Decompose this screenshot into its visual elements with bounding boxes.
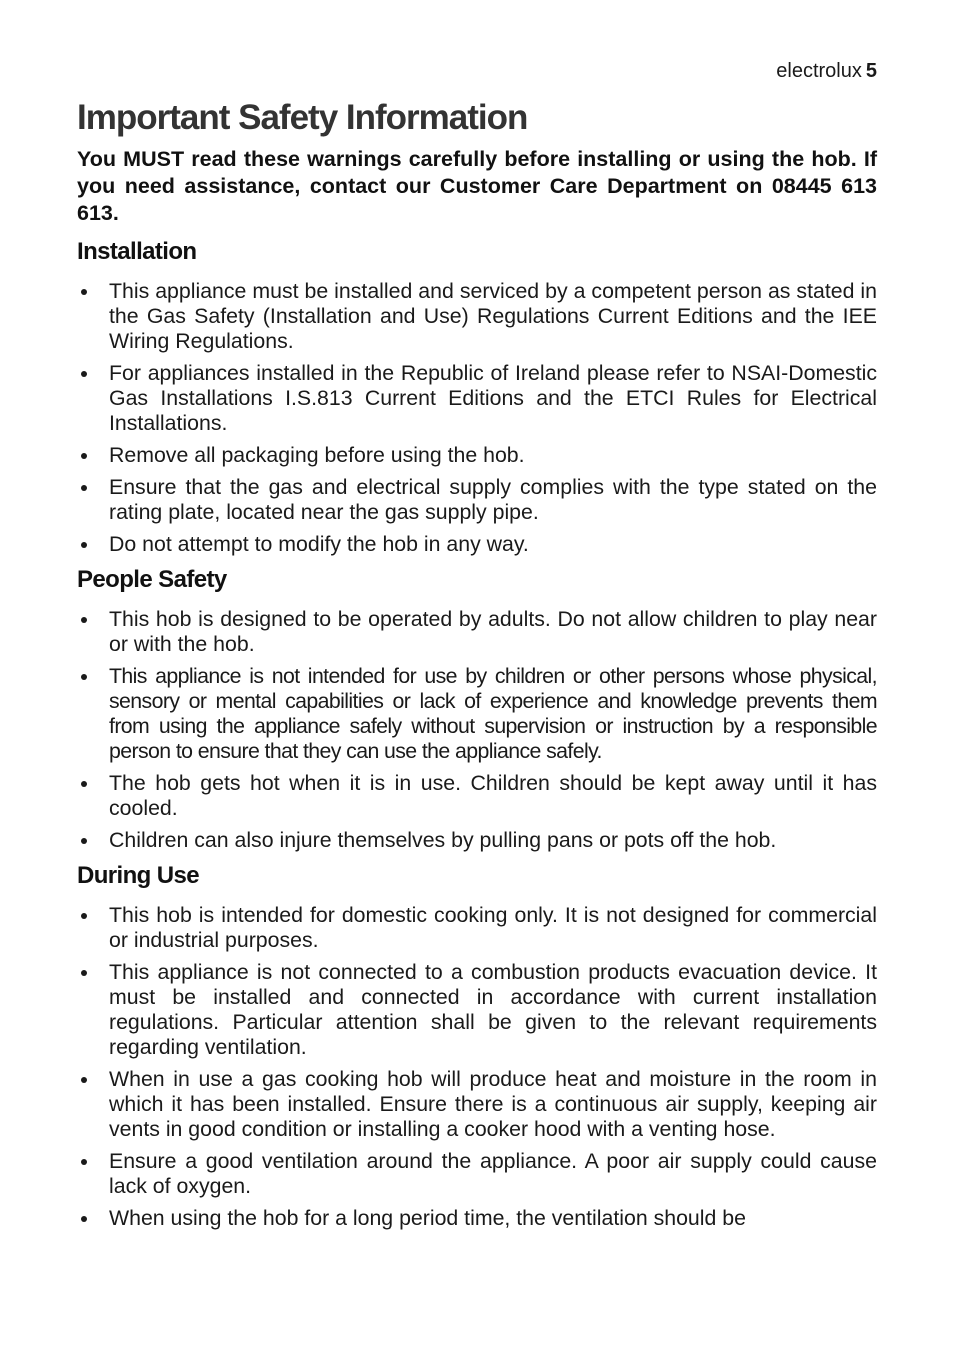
bullet-icon [81, 1159, 87, 1165]
bullet-list [77, 279, 877, 557]
list-item: Ensure that the gas and electrical supply complies with the type stated on the rating plate, located near the gas supply pipe. [77, 475, 877, 525]
list-item: When in use a gas cooking hob will produce heat and moisture in the room in which it has been installed. Ensure there is a continuous air supply, keeping air vents in good condition or installing a cooker hood with a venting hose. [77, 1067, 877, 1142]
intro-warning: You MUST read these warnings carefully before installing or using the hob. If you need assistance, contact our Customer Care Department on 08445 613 613. [77, 147, 877, 225]
list-item: This appliance is not connected to a combustion products evacuation device. It must be installed and connected in accordance with current installation regulations. Particular attention shall be given to the relevant requirements regarding ventilation. [77, 960, 877, 1060]
bullet-icon [81, 289, 87, 295]
section-during-use [77, 861, 877, 1231]
section-heading: People Safety [77, 566, 227, 593]
document-body [77, 96, 877, 1238]
section-heading: Installation [77, 238, 197, 265]
bullet-icon [81, 485, 87, 491]
bullet-icon [81, 913, 87, 919]
bullet-icon [81, 970, 87, 976]
list-item: This hob is designed to be operated by adults. Do not allow children to play near or with the hob. [77, 607, 877, 657]
bullet-icon [81, 781, 87, 787]
page-title: Important Safety Information [77, 98, 528, 137]
section-heading: During Use [77, 862, 200, 889]
bullet-icon [81, 542, 87, 548]
list-item: This hob is intended for domestic cooking only. It is not designed for commercial or industrial purposes. [77, 903, 877, 953]
brand-name: electrolux [776, 60, 862, 82]
bullet-icon [81, 674, 87, 680]
list-item: Remove all packaging before using the hob. [77, 443, 877, 468]
list-item: This appliance must be installed and serviced by a competent person as stated in the Gas Safety (Installation and Use) Regulations Current Editions and the IEE Wiring Regulations. [77, 279, 877, 354]
bullet-icon [81, 453, 87, 459]
list-item: When using the hob for a long period time, the ventilation should be [77, 1206, 877, 1231]
bullet-icon [81, 1216, 87, 1222]
list-item: Ensure a good ventilation around the appliance. A poor air supply could cause lack of oxygen. [77, 1149, 877, 1199]
list-item: The hob gets hot when it is in use. Children should be kept away until it has cooled. [77, 771, 877, 821]
bullet-list [77, 903, 877, 1231]
page-header [776, 58, 877, 84]
bullet-list [77, 607, 877, 853]
list-item: For appliances installed in the Republic of Ireland please refer to NSAI-Domestic Gas Installations I.S.813 Current Editions and the ETCI Rules for Electrical Installations. [77, 361, 877, 436]
bullet-icon [81, 371, 87, 377]
section-installation [77, 237, 877, 557]
bullet-icon [81, 617, 87, 623]
list-item: Children can also injure themselves by pulling pans or pots off the hob. [77, 828, 877, 853]
bullet-icon [81, 1077, 87, 1083]
bullet-icon [81, 838, 87, 844]
list-item: Do not attempt to modify the hob in any way. [77, 532, 877, 557]
list-item: This appliance is not intended for use by children or other persons whose physical, sensory or mental capabilities or lack of experience and knowledge prevents them from using the appliance safely without supervision or instruction by a responsible person to ensure that they can use the appliance safely. [77, 664, 877, 764]
section-people-safety [77, 565, 877, 853]
page-number: 5 [865, 60, 877, 82]
